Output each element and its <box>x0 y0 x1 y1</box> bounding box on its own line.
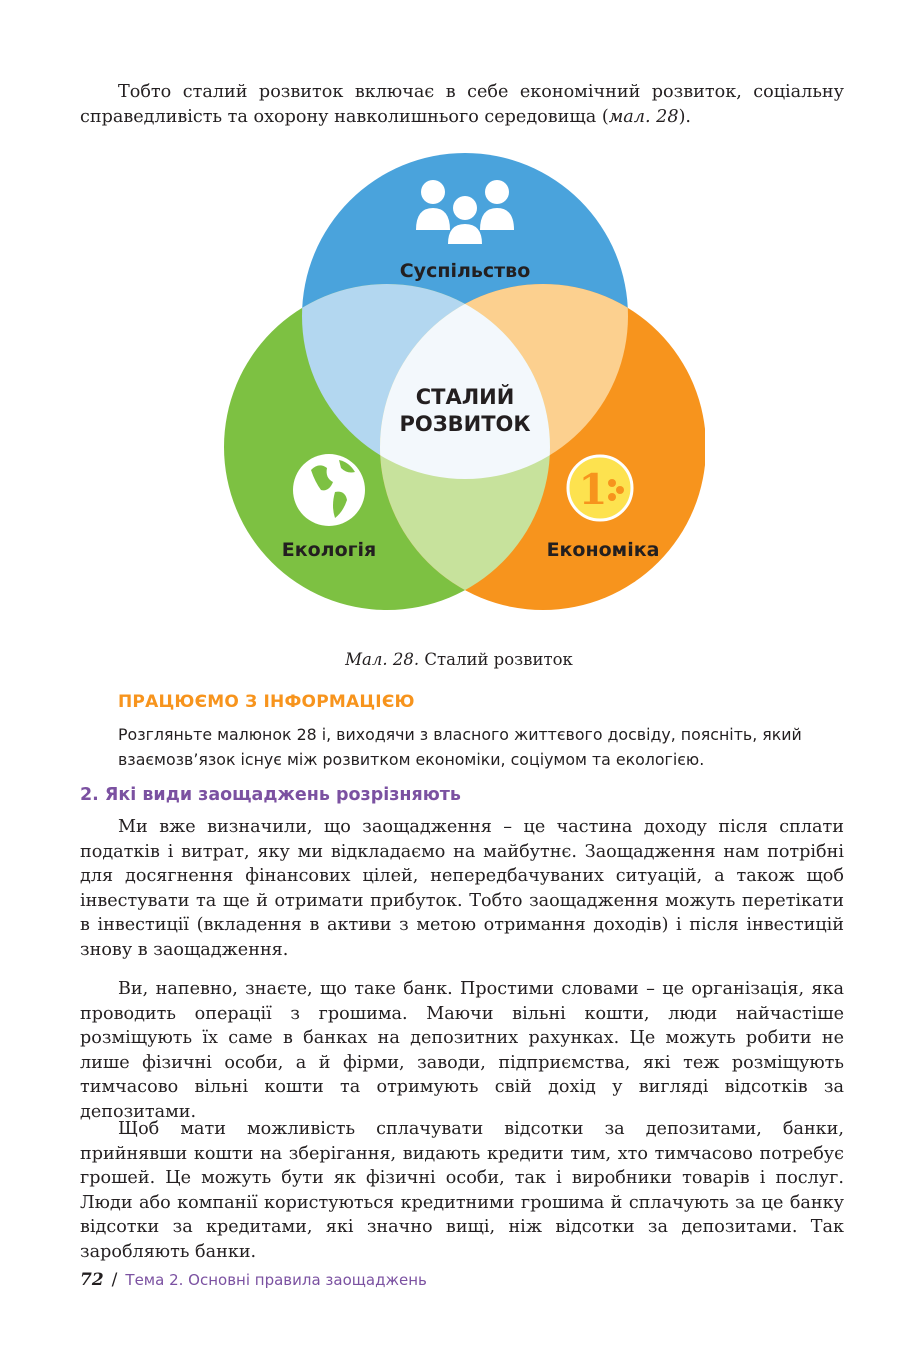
footer-topic: Тема 2. Основні правила заощаджень <box>125 1271 427 1289</box>
footer-separator: / <box>111 1270 118 1290</box>
subheading: 2. Які види заощаджень розрізняють <box>80 785 461 805</box>
svg-text:1: 1 <box>578 465 608 514</box>
page-number: 72 <box>80 1270 104 1290</box>
paragraph-3: Щоб мати можливість сплачувати відсотки за депозитами, банки, прийнявши кошти на зберігання, видають кредити тим, хто тимчасово потребує грошей. Це можуть бути як фізичні особи, так і виробники товарів і послуг. Люди або компанії користуються кредитними грошима й сплачують за це банку відсотки за кредитами, які значно вищі, ніж відсотки за депозитами. Так заробляють банки. <box>80 1119 844 1262</box>
section-heading: ПРАЦЮЄМО З ІНФОРМАЦІЄЮ <box>118 692 415 712</box>
society-label: Суспільство <box>399 260 531 282</box>
caption-text: Сталий розвиток <box>419 650 573 669</box>
page-footer <box>80 1270 427 1290</box>
intro-text: Тобто сталий розвиток включає в себе економічний розвиток, соціальну справедливість та охорону навколишнього середовища ( <box>80 82 844 127</box>
venn-diagram <box>215 150 705 620</box>
center-label-line2: РОЗВИТОК <box>399 412 531 436</box>
paragraph-2: Ви, напевно, знаєте, що таке банк. Простими словами – це організація, яка проводить операції з грошима. Маючи вільні кошти, люди найчастіше розміщують їх саме в банках на депозитних рахунках. Це можуть робити не лише фізичні особи, а й фірми, заводи, підприємства, які теж розміщують тимчасово вільні кошти та отримують свій дохід у вигляді відсотків за депозитами. <box>80 979 844 1122</box>
ecology-label: Екологія <box>281 539 377 561</box>
globe-icon <box>293 454 365 526</box>
caption-ref: Мал. 28. <box>345 650 420 669</box>
figure-caption <box>0 650 918 669</box>
task-text: Розгляньте малюнок 28 і, виходячи з власного життєвого досвіду, поясніть, який взаємозв’язок існує між розвитком економіки, соціумом та екологією. <box>118 725 802 769</box>
figure-reference: мал. 28 <box>608 106 679 127</box>
center-label-line1: СТАЛИЙ <box>415 385 515 409</box>
economy-label: Економіка <box>546 539 660 561</box>
intro-paragraph <box>80 80 844 129</box>
paragraph-1: Ми вже визначили, що заощадження – це частина доходу після сплати податків і витрат, яку ми відкладаємо на майбутнє. Заощадження нам потрібні для досягнення фінансових цілей, непередбачуваних ситуацій, а також щоб інвестувати та ще й отримати прибуток. Тобто заощадження можуть перетікати в інвестиції (вкладення в активи з метою отримання доходів) і після інвестицій знову в заощадження. <box>80 817 844 960</box>
intro-end: ). <box>678 106 692 127</box>
hryvnia-coin-icon <box>568 456 632 520</box>
